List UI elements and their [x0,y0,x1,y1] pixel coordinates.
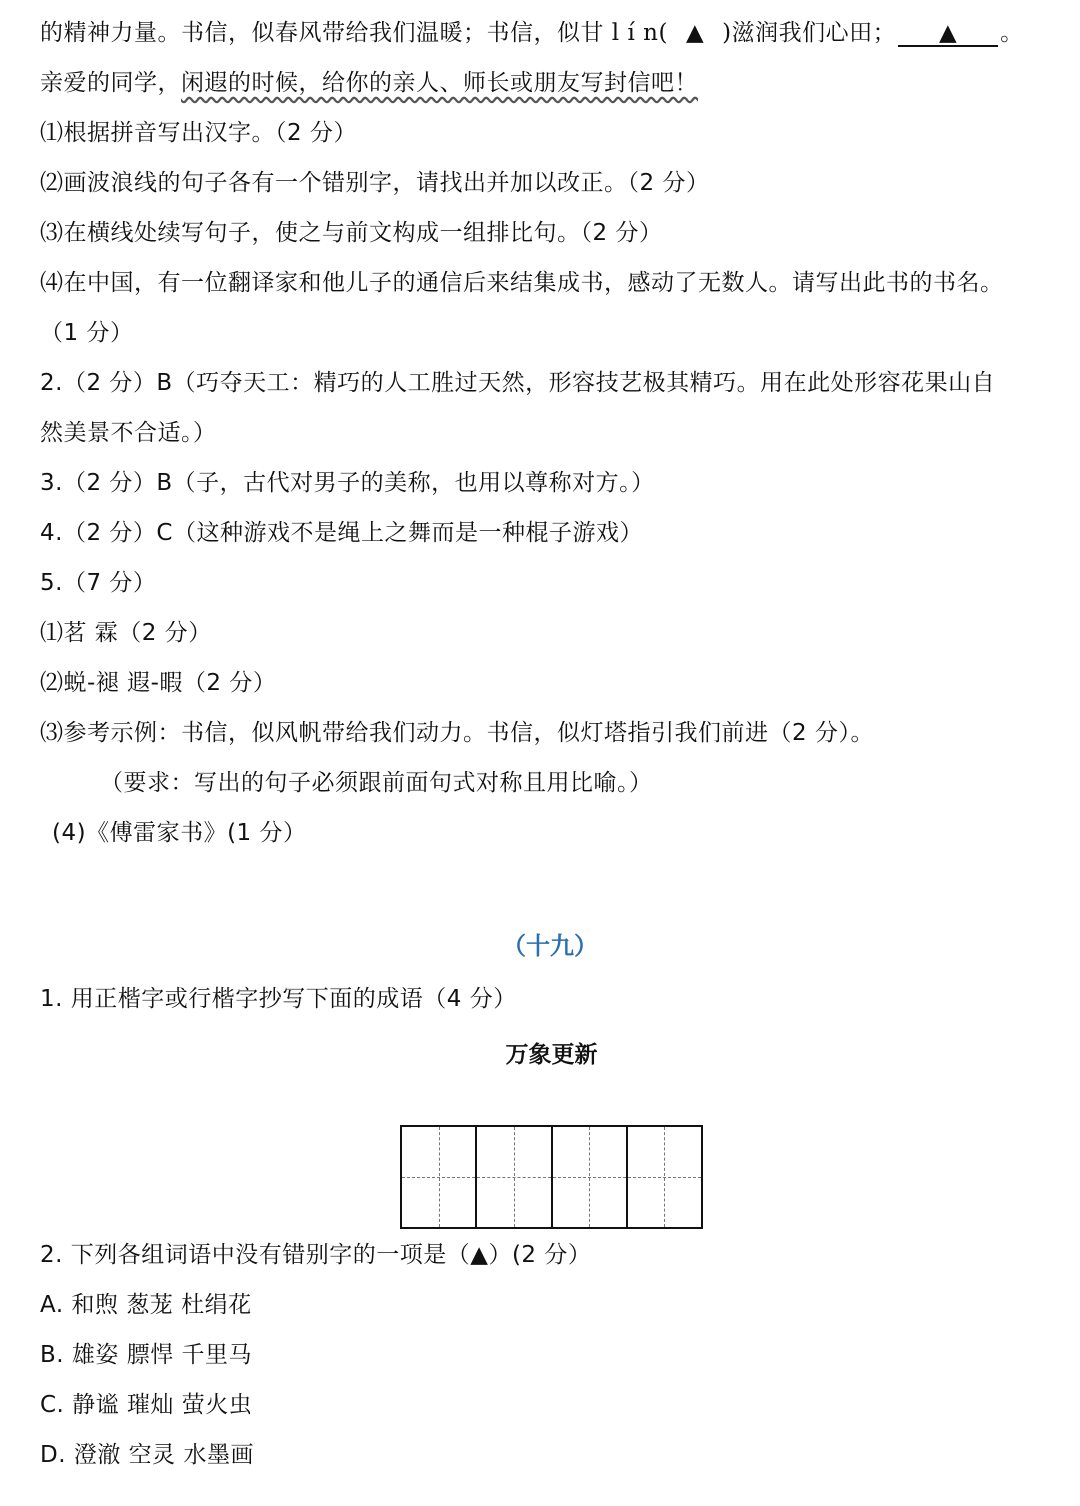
wavy-underlined-sentence: 闲遐的时候，给你的亲人、师长或朋友写封信吧！ [181,70,698,96]
idiom-heading: 万象更新 [505,1042,598,1068]
grid-cell[interactable] [402,1127,477,1227]
answer-2-line-2: 然美景不合适。） [40,420,217,446]
intro-line-2 [40,68,698,98]
option-d: D. 澄澈 空灵 水墨画 [40,1442,254,1468]
section-title: （十九） [502,932,598,960]
grid-cell[interactable] [628,1127,701,1227]
answer-blank: ▲ [898,21,998,47]
section-question-2: 2. 下列各组词语中没有错别字的一项是（▲）(2 分） [40,1242,592,1268]
intro-text-a: 的精神力量。书信，似春风带给我们温暖；书信，似甘 l í n( [40,20,668,46]
answer-5-4: (4)《傅雷家书》(1 分） [52,820,307,846]
intro-period: 。 [1000,20,1024,46]
answer-4: 4.（2 分）C（这种游戏不是绳上之舞而是一种棍子游戏） [40,520,643,546]
question-1: ⑴根据拼音写出汉字。（2 分） [40,120,357,146]
intro-text-b: )滋润我们心田； [722,20,897,46]
question-3: ⑶在横线处续写句子，使之与前文构成一组排比句。（2 分） [40,220,663,246]
question-4: ⑷在中国，有一位翻译家和他儿子的通信后来结集成书，感动了无数人。请写出此书的书名。 [40,270,1004,296]
section-question-1: 1. 用正楷字或行楷字抄写下面的成语（4 分） [40,986,517,1012]
grid-cell[interactable] [553,1127,628,1227]
question-4-score: （1 分） [40,320,134,346]
triangle-marker: ▲ [685,20,705,46]
question-2: ⑵画波浪线的句子各有一个错别字，请找出并加以改正。（2 分） [40,170,710,196]
answer-2-line-1: 2.（2 分）B（巧夺天工：精巧的人工胜过天然，形容技艺极其精巧。用在此处形容花果山自 [40,370,996,396]
intro-text-c: 亲爱的同学， [40,70,181,96]
option-a: A. 和煦 葱茏 杜绢花 [40,1292,252,1318]
answer-5-1: ⑴茗 霖（2 分） [40,620,212,646]
answer-3: 3.（2 分）B（子，古代对男子的美称，也用以尊称对方。） [40,470,655,496]
intro-line-1 [40,18,1024,48]
option-b: B. 雄姿 膘悍 千里马 [40,1342,253,1368]
grid-cell[interactable] [477,1127,552,1227]
answer-5: 5.（7 分） [40,570,157,596]
answer-5-2: ⑵蜕-褪 遐-暇（2 分） [40,670,277,696]
answer-5-3-note: （要求：写出的句子必须跟前面句式对称且用比喻。） [100,770,653,796]
answer-5-3: ⑶参考示例：书信，似风帆带给我们动力。书信，似灯塔指引我们前进（2 分）。 [40,720,874,746]
handwriting-grid [400,1125,703,1229]
option-c: C. 静谧 璀灿 萤火虫 [40,1392,253,1418]
